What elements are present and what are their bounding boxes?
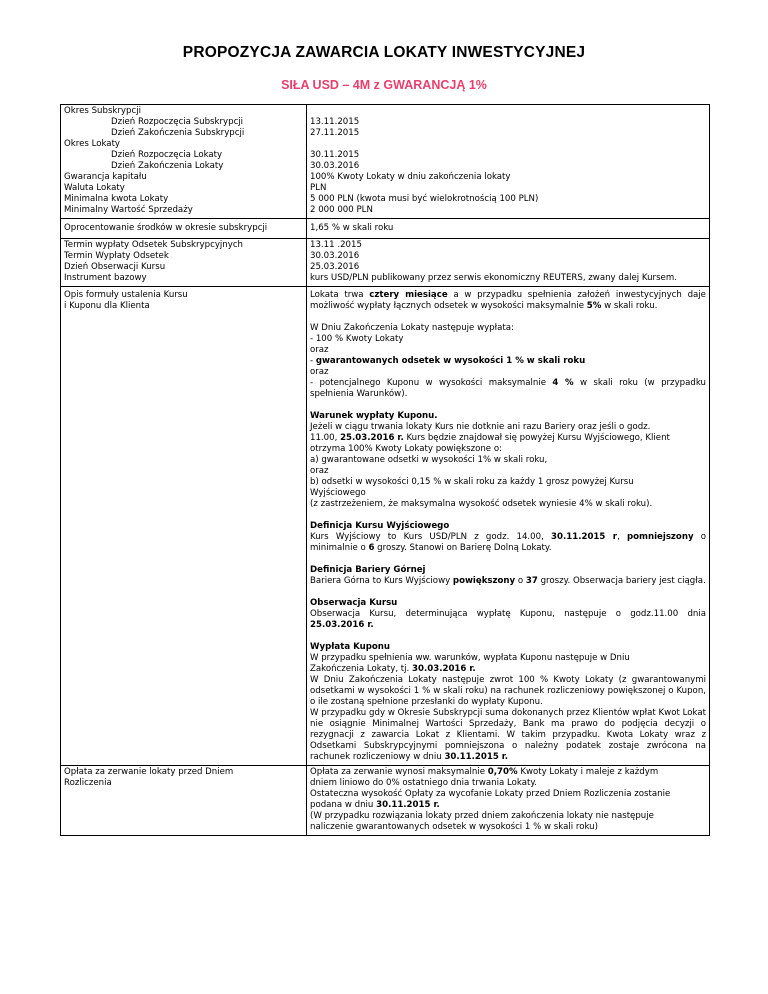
warunek-kuponu-heading: Warunek wypłaty Kuponu. xyxy=(310,411,438,421)
oplata-line: dniem liniowo do 0% ostatniego dnia trwania Lokaty. xyxy=(310,778,537,788)
warunek-line: a) gwarantowane odsetki w wysokości 1% w skali roku, xyxy=(310,455,548,465)
warunek-line: oraz xyxy=(310,466,329,476)
oprocentowanie-label: Oprocentowanie środków w okresie subskrypcji xyxy=(64,223,268,233)
gwarancja-label: Gwarancja kapitału xyxy=(64,172,147,182)
dzien-zakonczenia-lokaty-value: 30.03.2016 xyxy=(310,161,360,171)
wyplata-kuponu-text: W Dniu Zakończenia Lokaty następuje zwrot 100 % Kwoty Lokaty (z gwarantowanymi odsetkami w wysokości 1 % w skali roku) na rachunek rozliczeniowy powiększonej o Kupon, o ile zostaną spełnione przesłanki do wypłaty Kuponu. xyxy=(310,675,706,707)
oplata-line: naliczenie gwarantowanych odsetek w wysokości 1 % w skali roku) xyxy=(310,822,598,832)
value-cell xyxy=(307,105,710,219)
definicja-kursu-heading: Definicja Kursu Wyjściowego xyxy=(310,521,450,531)
opis-formuly-label-line2: i Kuponu dla Klienta xyxy=(64,301,150,311)
waluta-value: PLN xyxy=(310,183,327,193)
oplata-line: Ostateczna wysokość Opłaty za wycofanie Lokaty przed Dniem Rozliczenia zostanie xyxy=(310,789,671,799)
termin-wyplaty-subskrypcyjnych-label: Termin wypłaty Odsetek Subskrypcyjnych xyxy=(64,240,243,250)
dzien-rozpoczecia-subskrypcji-value: 13.11.2015 xyxy=(310,117,360,127)
label-cell xyxy=(61,219,307,239)
wyplata-kuponu-line: Zakończenia Lokaty, tj. 30.03.2016 r. xyxy=(310,664,476,674)
dzien-zakonczenia-subskrypcji-value: 27.11.2015 xyxy=(310,128,360,138)
opis-formuly-label-line1: Opis formuły ustalenia Kursu xyxy=(64,290,188,300)
oplata-zerwanie-cell xyxy=(307,766,710,836)
minimalna-kwota-label: Minimalna kwota Lokaty xyxy=(64,194,169,204)
oprocentowanie-value: 1,65 % w skali roku xyxy=(310,223,394,233)
instrument-bazowy-value: kurs USD/PLN publikowany przez serwis ekonomiczny REUTERS, zwany dalej Kursem. xyxy=(310,273,677,283)
wyplata-line: oraz xyxy=(310,345,329,355)
waluta-label: Waluta Lokaty xyxy=(64,183,125,193)
label-cell xyxy=(61,239,307,287)
minimalna-sprzedaz-label: Minimalny Wartość Sprzedaży xyxy=(64,205,193,215)
dzien-zakonczenia-lokaty-label: Dzień Zakończenia Lokaty xyxy=(111,161,224,171)
dzien-obserwacji-label: Dzień Obserwacji Kursu xyxy=(64,262,166,272)
wyplata-line: W Dniu Zakończenia Lokaty następuje wypłata: xyxy=(310,323,514,333)
wyplata-line: oraz xyxy=(310,367,329,377)
wyplata-kuponu-line: W przypadku spełnienia ww. warunków, wypłata Kuponu następuje w Dniu xyxy=(310,653,630,663)
oplata-line: podana w dniu 30.11.2015 r. xyxy=(310,800,440,810)
warunek-line: Wyjściowego xyxy=(310,488,366,498)
obserwacja-kursu-heading: Obserwacja Kursu xyxy=(310,598,398,608)
warunek-line: otrzyma 100% Kwoty Lokaty powiększone o: xyxy=(310,444,502,454)
wyplata-line: - gwarantowanych odsetek w wysokości 1 % w skali roku xyxy=(310,356,586,366)
value-cell xyxy=(307,239,710,287)
obserwacja-kursu-text: Obserwacja Kursu, determinująca wypłatę Kuponu, następuje o godz.11.00 dnia 25.03.2016 r. xyxy=(310,609,706,630)
wyplata-kuponu-text: W przypadku gdy w Okresie Subskrypcji suma dokonanych przez Klientów wpłat Kwot Lokat nie osiągnie Minimalnej Wartości Sprzedaży, Bank ma prawo do podjęcia decyzji o rezygnacji z zawarcia Lokat z Klientami. W takim przypadku. Kwota Lokaty wraz z Odsetkami Subskrypcyjnymi pomniejszona o należny podatek zostaje zwrócona na rachunek rozliczeniowy w dniu 30.11.2015 r. xyxy=(310,708,706,762)
termin-wyplaty-subskrypcyjnych-value: 13.11 .2015 xyxy=(310,240,362,250)
opis-formuly-cell xyxy=(307,287,710,766)
oplata-line: Opłata za zerwanie wynosi maksymalnie 0,70% Kwoty Lokaty i maleje z każdym xyxy=(310,767,659,777)
gwarancja-value: 100% Kwoty Lokaty w dniu zakończenia lokaty xyxy=(310,172,511,182)
oplata-zerwanie-label-line2: Rozliczenia xyxy=(64,778,112,788)
termin-wyplaty-odsetek-label: Termin Wypłaty Odsetek xyxy=(64,251,169,261)
oplata-line: (W przypadku rozwiązania lokaty przed dniem zakończenia lokaty nie następuje xyxy=(310,811,654,821)
label-cell xyxy=(61,287,307,766)
minimalna-kwota-value: 5 000 PLN (kwota musi być wielokrotnością 100 PLN) xyxy=(310,194,539,204)
dzien-zakonczenia-subskrypcji-label: Dzień Zakończenia Subskrypcji xyxy=(111,128,245,138)
document-subtitle: SIŁA USD – 4M z GWARANCJĄ 1% xyxy=(281,78,487,92)
wyplata-line: - potencjalnego Kuponu w wysokości maksymalnie 4 % w skali roku (w przypadku spełnienia Warunków). xyxy=(310,378,706,399)
label-cell xyxy=(61,766,307,836)
table-row xyxy=(61,105,710,219)
okres-subskrypcji-label: Okres Subskrypcji xyxy=(64,106,141,116)
table-row xyxy=(61,766,710,836)
label-cell xyxy=(61,105,307,219)
warunek-line: b) odsetki w wysokości 0,15 % w skali roku za każdy 1 grosz powyżej Kursu xyxy=(310,477,634,487)
oplata-zerwanie-label-line1: Opłata za zerwanie lokaty przed Dniem xyxy=(64,767,234,777)
wyplata-line: - 100 % Kwoty Lokaty xyxy=(310,334,404,344)
dzien-rozpoczecia-lokaty-label: Dzień Rozpoczęcia Lokaty xyxy=(111,150,223,160)
warunek-line: Jeżeli w ciągu trwania lokaty Kurs nie dotknie ani razu Bariery oraz jeśli o godz. xyxy=(310,422,651,432)
terms-table xyxy=(60,104,710,836)
warunek-line: (z zastrzeżeniem, że maksymalna wysokość odsetek wyniesie 4% w skali roku). xyxy=(310,499,653,509)
dzien-rozpoczecia-subskrypcji-label: Dzień Rozpoczęcia Subskrypcji xyxy=(111,117,244,127)
instrument-bazowy-label: Instrument bazowy xyxy=(64,273,147,283)
definicja-bariery-heading: Definicja Bariery Górnej xyxy=(310,565,426,575)
table-row xyxy=(61,287,710,766)
definicja-bariery-text: Bariera Górna to Kurs Wyjściowy powiększony o 37 groszy. Obserwacja bariery jest ciągła. xyxy=(310,576,706,586)
definicja-kursu-text: Kurs Wyjściowy to Kurs USD/PLN z godz. 14.00, 30.11.2015 r, pomniejszony o minimalnie o 6 groszy. Stanowi on Barierę Dolną Lokaty. xyxy=(310,532,706,553)
table-row xyxy=(61,219,710,239)
warunek-line: 11.00, 25.03.2016 r. Kurs będzie znajdował się powyżej Kursu Wyjściowego, Klient xyxy=(310,433,670,443)
minimalna-sprzedaz-value: 2 000 000 PLN xyxy=(310,205,373,215)
okres-lokaty-label: Okres Lokaty xyxy=(64,139,121,149)
lokata-intro-paragraph: Lokata trwa cztery miesiące a w przypadku spełnienia założeń inwestycyjnych daje możliwość wypłaty łącznych odsetek w wysokości maksymalnie 5% w skali roku. xyxy=(310,290,706,311)
dzien-obserwacji-value: 25.03.2016 xyxy=(310,262,360,272)
termin-wyplaty-odsetek-value: 30.03.2016 xyxy=(310,251,360,261)
wyplata-kuponu-heading: Wypłata Kuponu xyxy=(310,642,391,652)
document-title: PROPOZYCJA ZAWARCIA LOKATY INWESTYCYJNEJ xyxy=(182,44,586,61)
value-cell xyxy=(307,219,710,239)
table-row xyxy=(61,239,710,287)
dzien-rozpoczecia-lokaty-value: 30.11.2015 xyxy=(310,150,360,160)
